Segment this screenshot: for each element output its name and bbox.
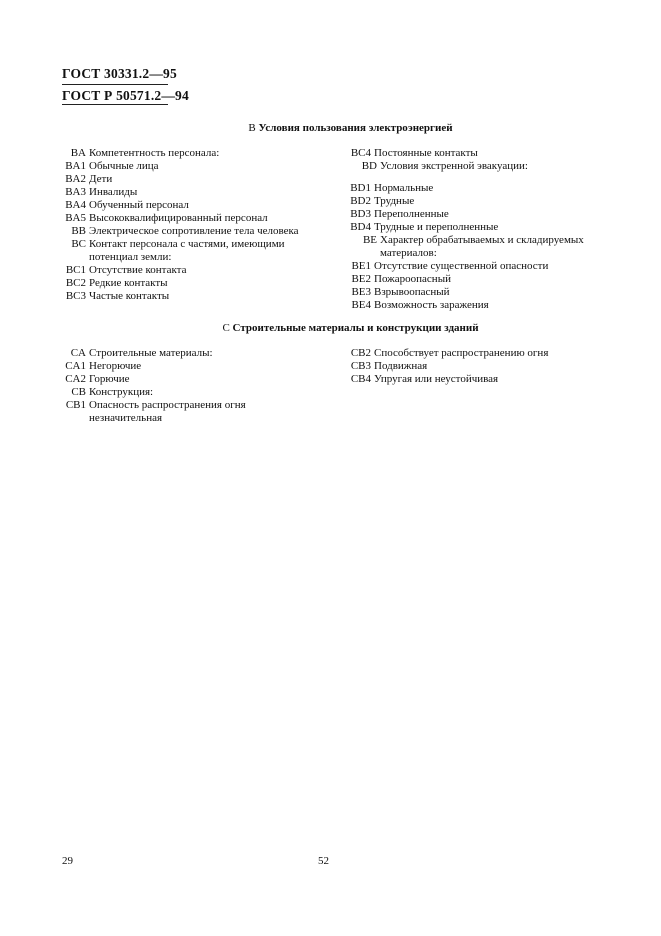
item-text: Частые контакты	[89, 290, 170, 302]
item-text: Электрическое сопротивление тела человека	[89, 225, 299, 237]
item-code: BE3	[351, 286, 371, 298]
list-item	[346, 182, 603, 195]
item-code: BA3	[65, 186, 86, 198]
item-text: Контакт персонала с частями, имеющими потенциал земли:	[89, 238, 285, 263]
list-item	[58, 186, 326, 199]
list-item	[58, 360, 320, 373]
item-code: BA5	[65, 212, 86, 224]
item-text: Пожароопасный	[374, 273, 451, 285]
spacer	[346, 173, 603, 182]
section-b-left-column	[58, 147, 326, 303]
item-text: Возможность заражения	[374, 299, 489, 311]
item-code: BA	[70, 147, 86, 159]
list-item	[346, 360, 603, 373]
item-code: BC4	[350, 147, 371, 159]
list-item	[58, 160, 326, 173]
item-code: CB3	[350, 360, 371, 372]
page-number-center: 52	[318, 855, 329, 867]
item-text: Опасность распространения огня незначительная	[89, 399, 246, 424]
section-c-left-column	[58, 347, 320, 425]
item-code: BD3	[350, 208, 371, 220]
section-b-title: Условия пользования электроэнергией	[258, 122, 453, 134]
list-item	[58, 225, 326, 238]
item-text: Трудные и переполненные	[374, 221, 499, 233]
section-b-right-column	[346, 147, 603, 312]
item-text: Негорючие	[89, 360, 142, 372]
item-text: Горючие	[89, 373, 130, 385]
item-code: CA2	[65, 373, 86, 385]
document-code-primary: ГОСТ 30331.2—95	[62, 66, 177, 81]
item-text: Взрывоопасный	[374, 286, 450, 298]
list-item	[346, 195, 603, 208]
item-code: BE4	[351, 299, 371, 311]
section-c-right-column	[346, 347, 603, 386]
item-code: CB4	[350, 373, 371, 385]
item-code: CA1	[65, 360, 86, 372]
list-item	[58, 277, 326, 290]
list-item	[58, 290, 326, 303]
list-item	[346, 208, 603, 221]
item-text: Компетентность персонала:	[89, 147, 220, 159]
header-rule-bottom	[62, 104, 168, 105]
section-c-heading	[20, 322, 661, 334]
list-item	[346, 299, 603, 312]
document-code-secondary: ГОСТ Р 50571.2—94	[62, 88, 189, 103]
list-item	[58, 173, 326, 186]
list-item	[346, 273, 603, 286]
list-item	[58, 347, 320, 360]
item-text: Отсутствие контакта	[89, 264, 187, 276]
list-item	[58, 399, 320, 425]
item-code: BD	[361, 160, 377, 172]
item-text: Обычные лица	[89, 160, 159, 172]
item-code: BA2	[65, 173, 86, 185]
list-item	[58, 212, 326, 225]
item-code: BD4	[350, 221, 371, 233]
item-code: BD1	[350, 182, 371, 194]
item-text: Трудные	[374, 195, 415, 207]
item-text: Обученный персонал	[89, 199, 189, 211]
section-c-letter: С	[222, 322, 230, 334]
item-code: BE	[362, 234, 377, 246]
list-item	[346, 160, 603, 173]
list-item	[346, 373, 603, 386]
item-text: Нормальные	[374, 182, 434, 194]
item-code: BE2	[351, 273, 371, 285]
item-code: BC3	[65, 290, 86, 302]
item-code: BB	[71, 225, 86, 237]
item-code: BE1	[351, 260, 371, 272]
item-code: BD2	[350, 195, 371, 207]
list-item	[58, 373, 320, 386]
item-code: BA4	[65, 199, 86, 211]
item-code: BC2	[65, 277, 86, 289]
item-text: Упругая или неустойчивая	[374, 373, 499, 385]
item-text: Высококвалифицированный персонал	[89, 212, 268, 224]
item-code: CB	[71, 386, 86, 398]
section-c-title: Строительные материалы и конструкции зданий	[232, 322, 479, 334]
item-text: Постоянные контакты	[374, 147, 478, 159]
list-item	[58, 238, 326, 264]
list-item	[58, 147, 326, 160]
item-text: Конструкция:	[89, 386, 154, 398]
item-code: BC	[71, 238, 86, 250]
item-text: Способствует распространению огня	[374, 347, 549, 359]
list-item	[58, 264, 326, 277]
list-item	[58, 386, 320, 399]
item-text: Дети	[89, 173, 113, 185]
list-item	[346, 260, 603, 273]
item-code: CA	[70, 347, 86, 359]
item-text: Отсутствие существенной опасности	[374, 260, 549, 272]
list-item	[346, 221, 603, 234]
list-item	[346, 234, 603, 260]
item-text: Характер обрабатываемых и складируемых материалов:	[380, 234, 584, 259]
item-code: CB2	[350, 347, 371, 359]
item-text: Инвалиды	[89, 186, 138, 198]
list-item	[58, 199, 326, 212]
header-rule-top	[62, 84, 168, 85]
page-number-left: 29	[62, 855, 73, 867]
section-b-heading	[20, 122, 661, 134]
item-text: Строительные материалы:	[89, 347, 213, 359]
item-code: BC1	[65, 264, 86, 276]
item-text: Редкие контакты	[89, 277, 168, 289]
item-text: Переполненные	[374, 208, 449, 220]
list-item	[346, 286, 603, 299]
item-code: BA1	[65, 160, 86, 172]
list-item	[346, 147, 603, 160]
item-code: CB1	[65, 399, 86, 411]
item-text: Условия экстренной эвакуации:	[380, 160, 528, 172]
section-b-letter: В	[248, 122, 256, 134]
list-item	[346, 347, 603, 360]
item-text: Подвижная	[374, 360, 428, 372]
